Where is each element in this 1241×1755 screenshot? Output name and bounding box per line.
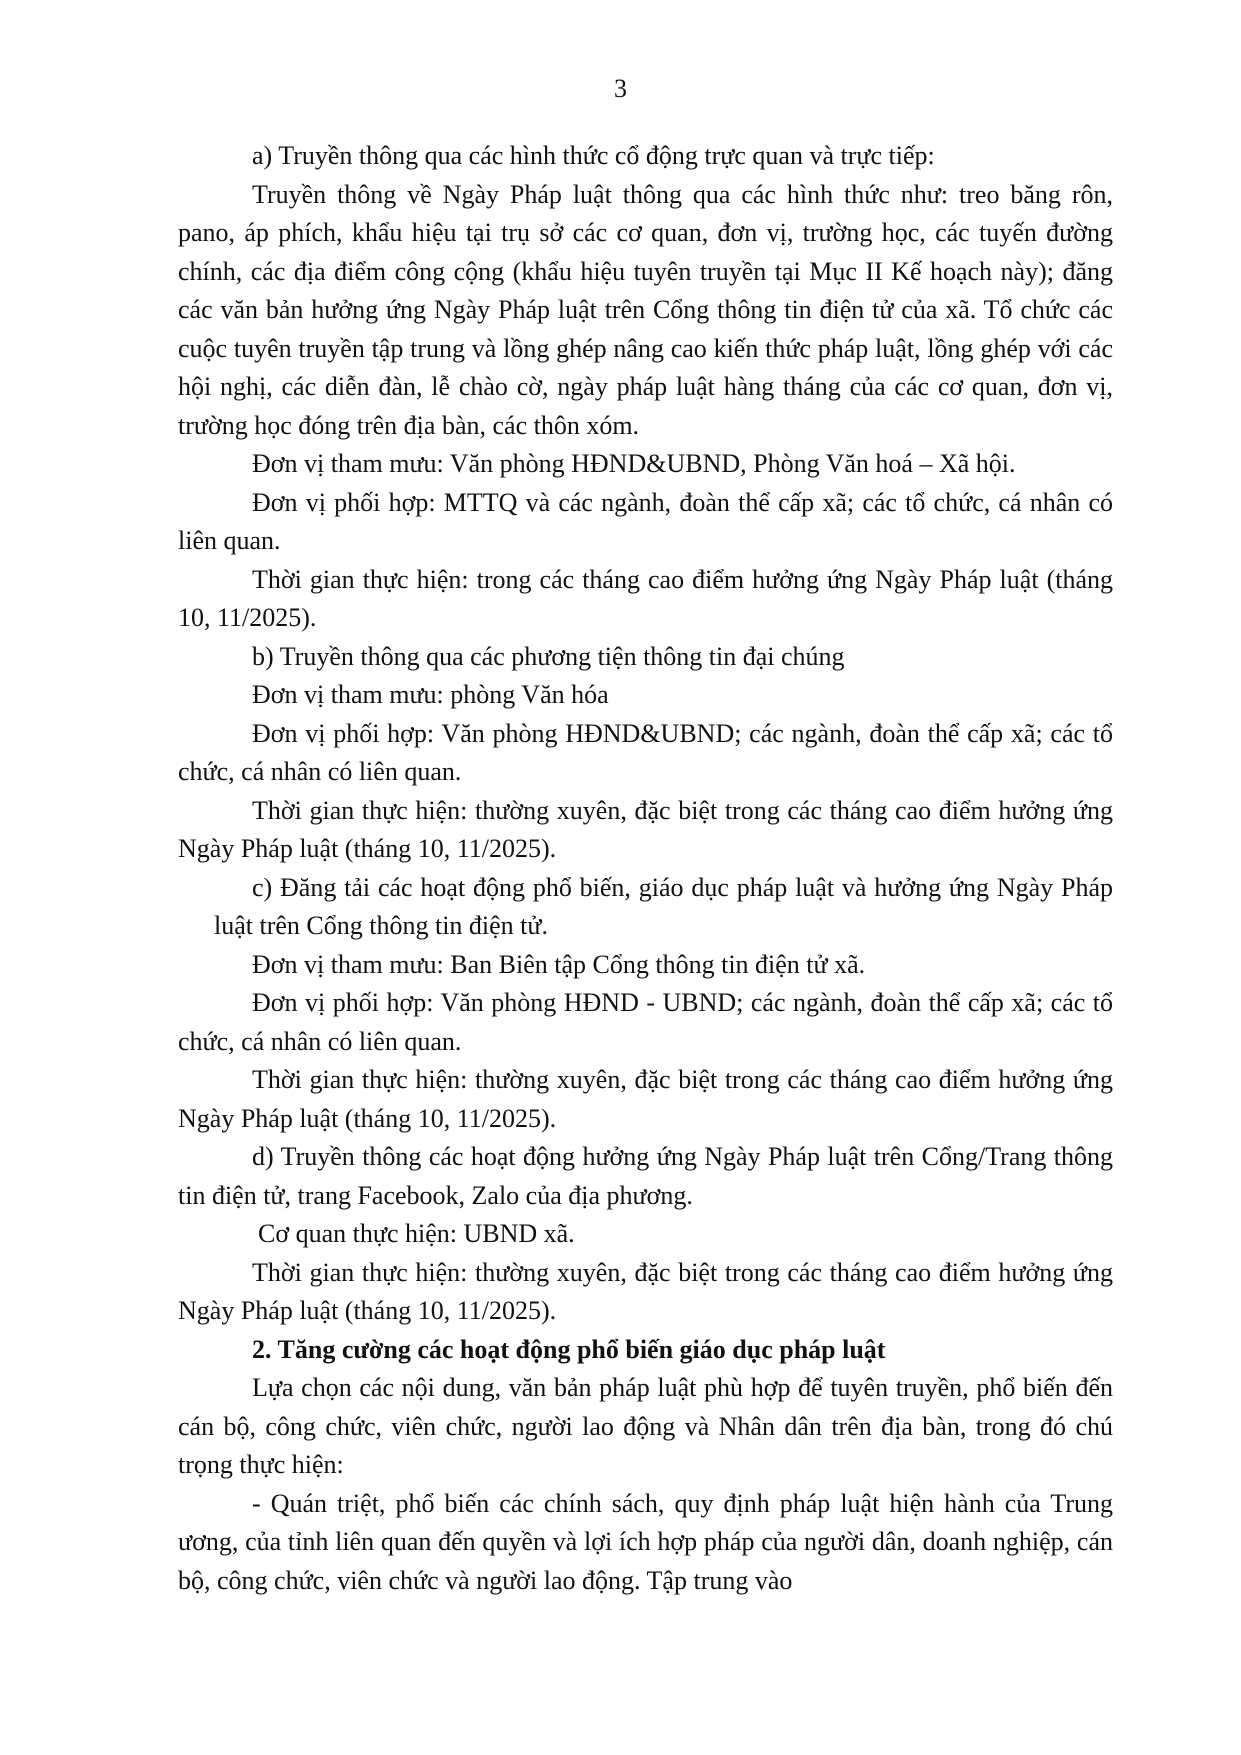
paragraph-c-coordinating-unit: Đơn vị phối hợp: Văn phòng HĐND - UBND; các ngành, đoàn thể cấp xã; các tổ chức, cá nhân có liên quan. bbox=[178, 988, 1113, 1056]
paragraph-a-coordinating-unit: Đơn vị phối hợp: MTTQ và các ngành, đoàn thể cấp xã; các tổ chức, cá nhân có liên quan. bbox=[178, 487, 1113, 555]
page-number: 3 bbox=[614, 74, 627, 103]
paragraph-d-heading: d) Truyền thông các hoạt động hưởng ứng Ngày Pháp luật trên Cổng/Trang thông tin điện tử, trang Facebook, Zalo của địa phương. bbox=[178, 1142, 1113, 1210]
paragraph-b-advisory-unit: Đơn vị tham mưu: phòng Văn hóa bbox=[252, 680, 609, 709]
paragraph-d-timeline: Thời gian thực hiện: thường xuyên, đặc biệt trong các tháng cao điểm hưởng ứng Ngày Pháp luật (tháng 10, 11/2025). bbox=[178, 1257, 1113, 1325]
paragraph-b-timeline: Thời gian thực hiện: thường xuyên, đặc biệt trong các tháng cao điểm hưởng ứng Ngày Pháp luật (tháng 10, 11/2025). bbox=[178, 795, 1113, 863]
section-2-intro: Lựa chọn các nội dung, văn bản pháp luật phù hợp để tuyên truyền, phổ biến đến cán bộ, công chức, viên chức, người lao động và Nhân dân trên địa bàn, trong đó chú trọng thực hiện: bbox=[178, 1373, 1113, 1479]
paragraph-c-advisory-unit: Đơn vị tham mưu: Ban Biên tập Cổng thông tin điện tử xã. bbox=[252, 949, 866, 979]
paragraph-a-content: Truyền thông về Ngày Pháp luật thông qua các hình thức như: treo băng rôn, pano, áp phích, khẩu hiệu tại trụ sở các cơ quan, đơn vị, trường học, các tuyến đường chính, các địa điểm công cộng (khẩu hiệu tuyên truyền tại Mục II Kế hoạch này); đăng các văn bản hưởng ứng Ngày Pháp luật trên Cổng thông tin điện tử của xã. Tổ chức các cuộc tuyên truyền tập trung và lồng ghép nâng cao kiến thức pháp luật, lồng ghép với các hội nghị, các diễn đàn, lễ chào cờ, ngày pháp luật hàng tháng của các cơ quan, đơn vị, trường học đóng trên địa bàn, các thôn xóm. bbox=[178, 179, 1113, 440]
document-body bbox=[178, 137, 1113, 1600]
paragraph-d-implementing-agency: Cơ quan thực hiện: UBND xã. bbox=[258, 1219, 575, 1248]
paragraph-a-heading: a) Truyền thông qua các hình thức cổ động trực quan và trực tiếp: bbox=[252, 141, 935, 170]
paragraph-b-coordinating-unit: Đơn vị phối hợp: Văn phòng HĐND&UBND; các ngành, đoàn thể cấp xã; các tổ chức, cá nhân có liên quan. bbox=[178, 718, 1113, 786]
paragraph-c-timeline: Thời gian thực hiện: thường xuyên, đặc biệt trong các tháng cao điểm hưởng ứng Ngày Pháp luật (tháng 10, 11/2025). bbox=[178, 1065, 1113, 1133]
paragraph-b-heading: b) Truyền thông qua các phương tiện thông tin đại chúng bbox=[252, 641, 845, 671]
section-2-heading: 2. Tăng cường các hoạt động phổ biến giáo dục pháp luật bbox=[252, 1334, 886, 1364]
paragraph-c-heading: c) Đăng tải các hoạt động phổ biến, giáo dục pháp luật và hưởng ứng Ngày Pháp luật trên Cổng thông tin điện tử. bbox=[214, 872, 1113, 940]
section-2-bullet-1: - Quán triệt, phổ biến các chính sách, quy định pháp luật hiện hành của Trung ương, của tỉnh liên quan đến quyền và lợi ích hợp pháp của người dân, doanh nghiệp, cán bộ, công chức, viên chức và người lao động. Tập trung vào bbox=[178, 1488, 1113, 1595]
paragraph-a-advisory-unit: Đơn vị tham mưu: Văn phòng HĐND&UBND, Phòng Văn hoá – Xã hội. bbox=[252, 449, 1016, 478]
paragraph-a-timeline: Thời gian thực hiện: trong các tháng cao điểm hưởng ứng Ngày Pháp luật (tháng 10, 11/2025). bbox=[178, 564, 1113, 632]
